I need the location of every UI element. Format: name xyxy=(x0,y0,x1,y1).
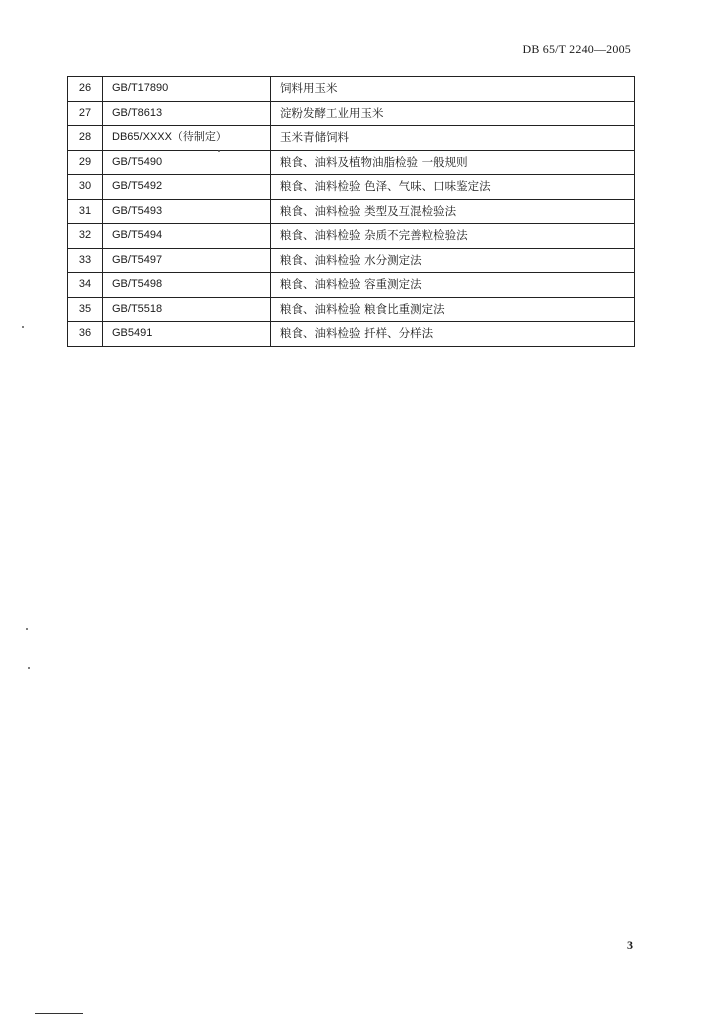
standard-name: 淀粉发酵工业用玉米 xyxy=(271,101,635,126)
standard-code: GB/T8613 xyxy=(103,101,271,126)
row-number: 33 xyxy=(68,248,103,273)
row-number: 34 xyxy=(68,273,103,298)
standard-name: 粮食、油料检验 色泽、气味、口味鉴定法 xyxy=(271,175,635,200)
page-number: 3 xyxy=(627,938,633,952)
row-number: 31 xyxy=(68,199,103,224)
table-row xyxy=(68,150,635,175)
standard-name: 粮食、油料检验 粮食比重测定法 xyxy=(271,297,635,322)
table-row xyxy=(68,322,635,347)
table-row xyxy=(68,77,635,102)
standard-code: GB/T17890 xyxy=(103,77,271,102)
table-row xyxy=(68,175,635,200)
standard-name: 粮食、油料检验 杂质不完善粒检验法 xyxy=(271,224,635,249)
scan-speck xyxy=(218,150,220,152)
standard-code: GB/T5518 xyxy=(103,297,271,322)
document-code: DB 65/T 2240—2005 xyxy=(522,42,631,56)
standard-code: GB5491 xyxy=(103,322,271,347)
table-row xyxy=(68,248,635,273)
scan-speck xyxy=(22,326,24,328)
standard-name: 粮食、油料检验 容重测定法 xyxy=(271,273,635,298)
standard-name: 粮食、油料检验 水分测定法 xyxy=(271,248,635,273)
standard-code: GB/T5492 xyxy=(103,175,271,200)
table-row xyxy=(68,273,635,298)
table-row xyxy=(68,224,635,249)
standard-code: GB/T5497 xyxy=(103,248,271,273)
standard-code: DB65/XXXX（待制定） xyxy=(103,126,271,151)
standard-name: 饲料用玉米 xyxy=(271,77,635,102)
scan-speck xyxy=(28,667,30,669)
footer-rule xyxy=(35,1013,83,1014)
table-row xyxy=(68,126,635,151)
table-row xyxy=(68,199,635,224)
standard-name: 粮食、油料检验 类型及互混检验法 xyxy=(271,199,635,224)
row-number: 30 xyxy=(68,175,103,200)
standard-name: 粮食、油料及植物油脂检验 一般规则 xyxy=(271,150,635,175)
standard-code: GB/T5494 xyxy=(103,224,271,249)
row-number: 28 xyxy=(68,126,103,151)
row-number: 29 xyxy=(68,150,103,175)
table-row xyxy=(68,297,635,322)
row-number: 27 xyxy=(68,101,103,126)
row-number: 26 xyxy=(68,77,103,102)
table-row xyxy=(68,101,635,126)
standard-name: 粮食、油料检验 扦样、分样法 xyxy=(271,322,635,347)
scan-speck xyxy=(26,628,28,630)
standards-table xyxy=(67,76,635,347)
row-number: 35 xyxy=(68,297,103,322)
row-number: 36 xyxy=(68,322,103,347)
standard-code: GB/T5490 xyxy=(103,150,271,175)
row-number: 32 xyxy=(68,224,103,249)
standard-name: 玉米青储饲料 xyxy=(271,126,635,151)
standard-code: GB/T5493 xyxy=(103,199,271,224)
standard-code: GB/T5498 xyxy=(103,273,271,298)
